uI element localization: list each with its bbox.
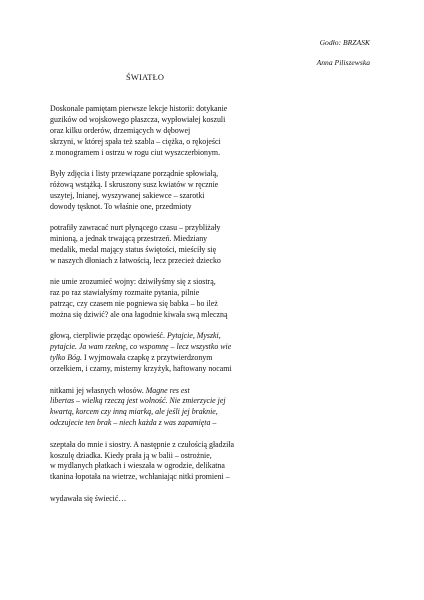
text-segment: medalik, medal mający status świętości, mieściły się <box>50 244 217 254</box>
text-segment: w mydlanych płatkach i wieszała w ogrodzie, delikatna <box>50 461 225 471</box>
poem-line <box>50 418 380 429</box>
poem-line <box>50 288 380 299</box>
poem-line <box>50 126 380 137</box>
poem-line <box>50 353 380 364</box>
italic-text-segment: Pytajcie, Myszki, <box>167 331 221 341</box>
text-segment: orzełkiem, i czarny, misterny krzyżyk, haftowany nocami <box>50 364 232 374</box>
poem-line <box>50 472 380 483</box>
italic-text-segment: Magne res est <box>145 385 190 395</box>
text-segment: oraz kilku orderów, drzemiących w dębowej <box>50 125 191 135</box>
poem-line <box>50 494 380 505</box>
poem-line <box>50 310 380 321</box>
stanza <box>50 440 380 484</box>
poem-line <box>50 104 380 115</box>
poem-line <box>50 396 380 407</box>
italic-text-segment: pytajcie. Ja wam rzeknę, co wspomnę – lecz wszystko wie <box>50 342 232 352</box>
text-segment: koszulę dziadka. Kiedy prała ją w balii – ostrożnie, <box>50 450 212 460</box>
text-segment: nitkami jej własnych włosów. <box>50 385 146 395</box>
text-segment: głową, cierpliwie przędąc opowieść. <box>50 331 167 341</box>
poem-line <box>50 407 380 418</box>
poem-line <box>50 364 380 375</box>
text-segment: tkanina łopotała na wietrze, wchłaniając nitki promieni – <box>50 472 230 482</box>
text-segment: Doskonale pamiętam pierwsze lekcje historii: dotykanie <box>50 104 228 113</box>
text-segment: można się dziwić? ale ona łagodnie kiwała swą mleczną <box>50 310 228 319</box>
poem-line <box>50 386 380 397</box>
poem-line <box>50 191 380 202</box>
stanza <box>50 386 380 430</box>
poem-line <box>50 245 380 256</box>
poem-line <box>50 137 380 148</box>
stanza <box>50 223 380 267</box>
text-segment: z monogramem i ostrzu w rogu ciut wyszczerbionym. <box>50 147 221 157</box>
poem-line <box>50 440 380 451</box>
text-segment: potrafiły zawracać nurt płynącego czasu – przybliżały <box>50 223 221 233</box>
stanza <box>50 494 380 505</box>
text-segment: wydawała się świecić… <box>50 493 127 503</box>
text-segment: guzików od wojskowego płaszcza, wypłowiałej koszuli <box>50 114 226 124</box>
poem-line <box>50 234 380 245</box>
poem-line <box>50 256 380 267</box>
author-name: Anna Piliszewska <box>316 58 370 67</box>
text-segment: szeptała do mnie i siostry. A następnie z czułością gładziła <box>50 439 234 449</box>
text-segment: dowody tęsknot. To właśnie one, przedmioty <box>50 201 192 211</box>
text-segment: minioną, a jednak trwającą przestrzeń. Miedziany <box>50 234 208 244</box>
stanza <box>50 277 380 321</box>
italic-text-segment: odczujecie ten brak – niech każda z was zapamięta – <box>50 418 217 428</box>
poem-line <box>50 461 380 472</box>
stanza <box>50 104 380 159</box>
poem-line <box>50 202 380 213</box>
poem-line <box>50 223 380 234</box>
text-segment: różową wstążką. I skruszony susz kwiatów w ręcznie <box>50 179 219 189</box>
poem-line <box>50 148 380 159</box>
text-segment: w naszych dłoniach z łatwością, lecz przecież dziecko <box>50 255 221 265</box>
poem-line <box>50 342 380 353</box>
poem-line <box>50 180 380 191</box>
poem-line <box>50 115 380 126</box>
text-segment: nie umie zrozumieć wojny: dziwiłyśmy się z siostrą, <box>50 277 216 287</box>
poem-body <box>50 104 380 515</box>
poem-line <box>50 169 380 180</box>
text-segment: patrząc, czy czasem nie pogniewa się babka – bo ileż <box>50 299 218 309</box>
text-segment: I wyjmowała czapkę z przytwierdzonym <box>82 353 213 363</box>
poem-line <box>50 451 380 462</box>
text-segment: raz po raz stawiałyśmy rozmaite pytania, pilnie <box>50 288 200 298</box>
stanza <box>50 331 380 375</box>
text-segment: Były zdjęcia i listy przewiązane porządnie spłowiałą, <box>50 169 219 179</box>
poem-title: ŚWIATŁO <box>126 73 165 82</box>
text-segment: uszytej, lnianej, wyszywanej sakiewce – szarotki <box>50 190 205 200</box>
stanza <box>50 169 380 213</box>
poem-line <box>50 331 380 342</box>
poem-line <box>50 277 380 288</box>
motto-label: Godło: BRZASK <box>319 38 370 47</box>
italic-text-segment: kwartą, korcem czy inną miarką, ale jeśli jej braknie, <box>50 407 218 417</box>
italic-text-segment: libertas – wielką rzeczą jest wolność. Nie zmierzycie jej <box>50 396 226 406</box>
text-segment: skrzyni, w której spała też szabla – ciężka, o rękojeści <box>50 136 221 146</box>
italic-text-segment: tylko Bóg. <box>50 353 82 363</box>
poem-line <box>50 299 380 310</box>
